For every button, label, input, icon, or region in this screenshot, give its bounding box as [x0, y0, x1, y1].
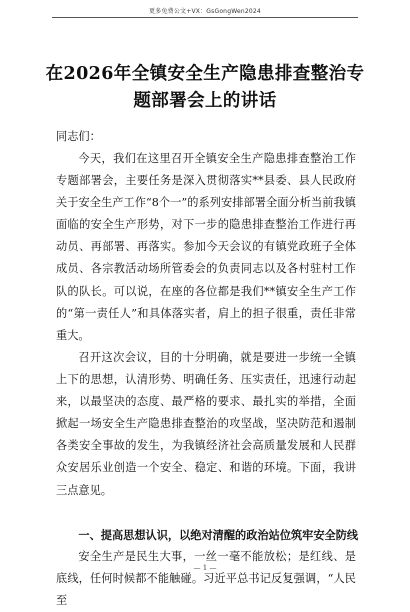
page-number: — 1 —: [193, 564, 217, 572]
page-header: 更多免费公文+VX：GsGongWen2024: [149, 8, 261, 15]
section-paragraph-1: 安全生产是民生大事，一丝一毫不能放松；是红线、是底线，任何时候都不能触碰。习近平总书记反复强调，“人民至: [56, 550, 356, 608]
section-heading-1: 一、提高思想认识，以绝对清醒的政治站位筑牢安全防线: [78, 528, 359, 542]
header-divider: [52, 17, 358, 18]
salutation: 同志们：: [56, 130, 101, 143]
body-paragraph-2: 召开这次会议，目的十分明确，就是要进一步统一全镇上下的思想，认清形势、明确任务、压实责任，迅速行动起来，以最坚决的态度、最严格的要求、最扎实的举措，全面掀起一场安全生产隐患排查整治的攻坚战，坚决防范和遏制各类安全事故的发生，为我镇经济社会高质量发展和人民群众安居乐业创造一个安全、稳定、和谐的环境。下面，我讲三点意见。: [56, 351, 356, 497]
body-paragraph-1: 今天，我们在这里召开全镇安全生产隐患排查整治工作专题部署会，主要任务是深入贯彻落实**县委、县人民政府关于安全生产工作“8个一”的系列安排部署全面分析当前我镇面临的安全生产形势，对下一步的隐患排查整治工作进行再动员、再部署、再落实。参加今天会议的有镇党政班子全体成员、各宗教活动场所管委会的负责同志以及各村驻村工作队的队长。可以说，在座的各位都是我们**镇安全生产工作的“第一责任人”和具体落实者，肩上的担子很重，责任非常重大。: [56, 152, 356, 342]
document-title: 在2026年全镇安全生产隐患排查整治专题部署会上的讲话: [45, 64, 365, 111]
